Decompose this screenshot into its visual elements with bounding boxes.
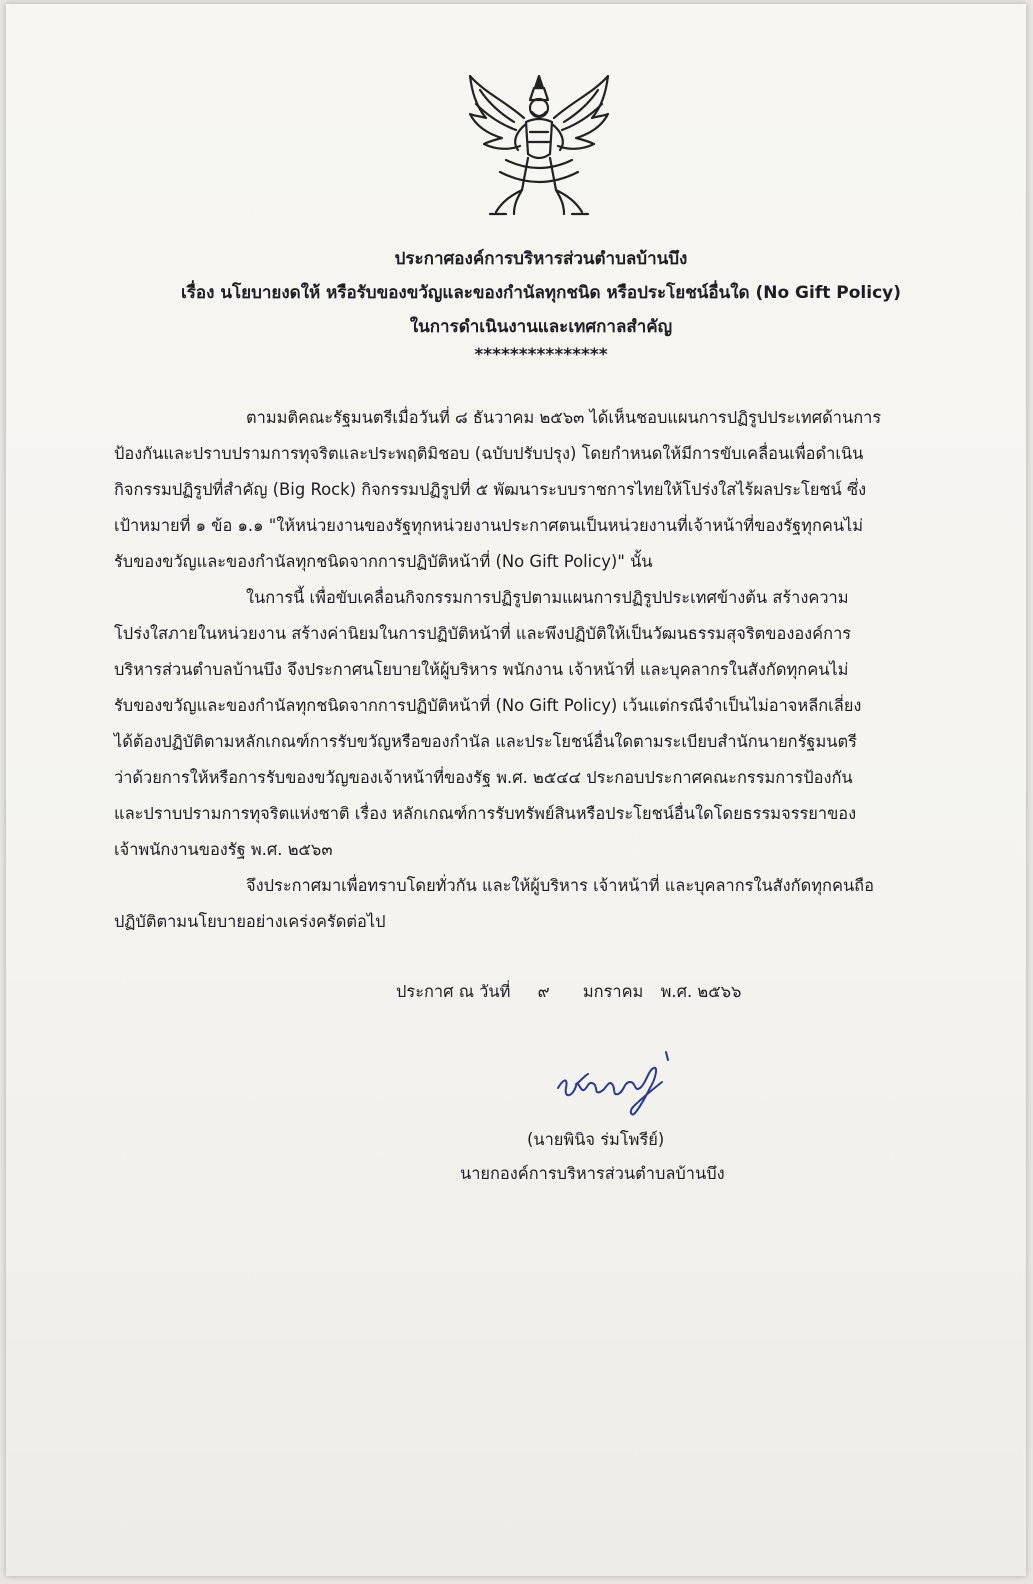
- announcement-date: [396, 979, 741, 1005]
- body-line: และปราบปรามการทุจริตแห่งชาติ เรื่อง หลักเกณฑ์การรับทรัพย์สินหรือประโยชน์อื่นใดโดยธรรมจรรยาของ: [114, 804, 857, 823]
- announcement-issuer: ประกาศองค์การบริหารส่วนตำบลบ้านบึง: [394, 249, 688, 269]
- signer-name: (นายพินิจ ร่มโพรีย์): [527, 1130, 665, 1149]
- handwritten-signature: [554, 1048, 684, 1118]
- announcement-subject-continued: ในการดำเนินงานและเทศกาลสำคัญ: [409, 317, 673, 337]
- body-line: ป้องกันและปราบปรามการทุจริตและประพฤติมิชอบ (ฉบับปรับปรุง) โดยกำหนดให้มีการขับเคลื่อนเพื่อดำเนิน: [114, 444, 864, 463]
- body-line: โปร่งใสภายในหน่วยงาน สร้างค่านิยมในการปฏิบัติหน้าที่ และพึงปฏิบัติให้เป็นวัฒนธรรมสุจริตขององค์การ: [114, 624, 852, 643]
- announcement-header: [66, 242, 1016, 366]
- signer-title: นายกองค์การบริหารส่วนตำบลบ้านบึง: [460, 1164, 725, 1183]
- date-month: มกราคม: [582, 982, 644, 1001]
- separator-stars: ***************: [474, 345, 608, 365]
- announcement-body: [114, 400, 964, 940]
- garuda-emblem-icon: [466, 72, 612, 220]
- body-line: รับของขวัญและของกำนัลทุกชนิดจากการปฏิบัติหน้าที่ (No Gift Policy) เว้นแต่กรณีจำเป็นไม่อาจหลีกเลี่ยง: [114, 696, 862, 715]
- body-line: ปฏิบัติตามนโยบายอย่างเคร่งครัดต่อไป: [114, 912, 386, 931]
- body-line: ตามมติคณะรัฐมนตรีเมื่อวันที่ ๘ ธันวาคม ๒๕๖๓ ได้เห็นชอบแผนการปฏิรูปประเทศด้านการ: [246, 408, 882, 427]
- date-year: พ.ศ. ๒๕๖๖: [660, 982, 742, 1001]
- body-line: เป้าหมายที่ ๑ ข้อ ๑.๑ "ให้หน่วยงานของรัฐทุกหน่วยงานประกาศตนเป็นหน่วยงานที่เจ้าหน้าที่ของรัฐทุกคนไม่: [114, 516, 864, 535]
- date-prefix: ประกาศ ณ วันที่: [396, 982, 511, 1001]
- body-line: บริหารส่วนตำบลบ้านบึง จึงประกาศนโยบายให้ผู้บริหาร พนักงาน เจ้าหน้าที่ และบุคลากรในสังกัดทุกคนไม่: [114, 660, 849, 679]
- document-page: [6, 4, 1026, 1576]
- body-line: จึงประกาศมาเพื่อทราบโดยทั่วกัน และให้ผู้บริหาร เจ้าหน้าที่ และบุคลากรในสังกัดทุกคนถือ: [246, 876, 874, 895]
- body-line: ได้ต้องปฏิบัติตามหลักเกณฑ์การรับขวัญหรือของกำนัล และประโยชน์อื่นใดตามระเบียบสำนักนายกรัฐมนตรี: [114, 732, 857, 751]
- body-line: รับของขวัญและของกำนัลทุกชนิดจากการปฏิบัติหน้าที่ (No Gift Policy)" นั้น: [114, 552, 653, 571]
- body-line: ในการนี้ เพื่อขับเคลื่อนกิจกรรมการปฏิรูปตามแผนการปฏิรูปประเทศข้างต้น สร้างความ: [246, 588, 849, 607]
- date-day: ๙: [537, 982, 550, 1001]
- announcement-subject: เรื่อง นโยบายงดให้ หรือรับของขวัญและของกำนัลทุกชนิด หรือประโยชน์อื่นใด (No Gift Policy): [180, 283, 901, 303]
- body-line: เจ้าพนักงานของรัฐ พ.ศ. ๒๕๖๓: [114, 840, 333, 859]
- body-line: ว่าด้วยการให้หรือการรับของขวัญของเจ้าหน้าที่ของรัฐ พ.ศ. ๒๕๔๔ ประกอบประกาศคณะกรรมการป้องกัน: [114, 768, 853, 787]
- body-line: กิจกรรมปฏิรูปที่สำคัญ (Big Rock) กิจกรรมปฏิรูปที่ ๕ พัฒนาระบบราชการไทยให้โปร่งใสไร้ผลประโยชน์ ซึ่ง: [114, 480, 867, 499]
